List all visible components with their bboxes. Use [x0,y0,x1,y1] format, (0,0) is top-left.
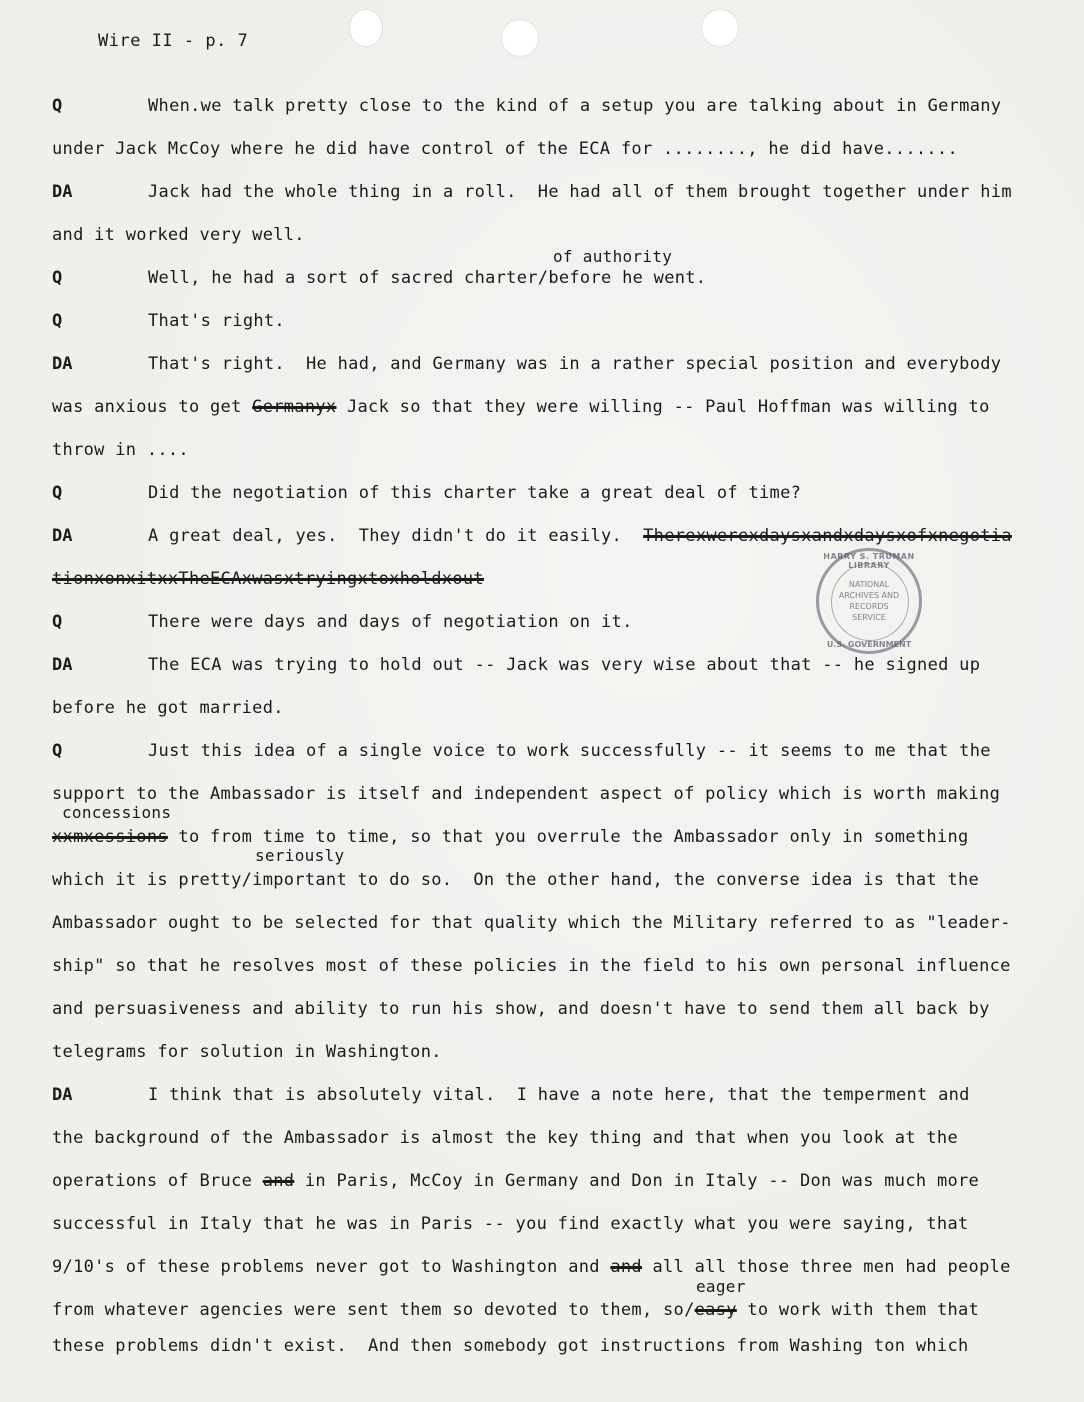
speaker-label: DA [52,182,73,202]
transcript-line [52,139,958,159]
transcript-line [148,526,1012,546]
transcript-line [148,311,285,331]
handwritten-insert: concessions [62,803,172,822]
line-text: operations of Bruce [52,1171,263,1191]
line-text: these problems didn't exist. And then somebody got instructions from Washing ton which [52,1336,969,1356]
line-text: which it is pretty/important to do so. On the other hand, the converse idea is that the [52,870,980,890]
line-text: the background of the Ambassador is almost the key thing and that when you look at the [52,1128,958,1148]
line-text: Well, he had a sort of sacred charter/before he went. [148,268,707,288]
speaker-label: Q [52,96,63,116]
transcript-line [148,96,1001,116]
transcript-line [52,397,990,417]
transcript-line [52,999,990,1019]
line-text: Did the negotiation of this charter take a great deal of time? [148,483,802,503]
transcript-line [148,483,801,503]
speaker-label: DA [52,354,73,374]
speaker-label: Q [52,311,63,331]
transcript-line [52,1257,1011,1277]
transcript-line [52,956,1011,976]
punch-hole [350,10,382,46]
speaker-label: Q [52,612,63,632]
speaker-label: Q [52,268,63,288]
speaker-label: DA [52,1085,73,1105]
transcript-line [148,1085,970,1105]
transcript-line [52,1171,979,1191]
line-text: successful in Italy that he was in Paris -- you find exactly what you were saying, that [52,1214,969,1234]
transcript-line [148,354,1001,374]
struck-text: and [262,1171,295,1191]
line-text: There were days and days of negotiation on it. [148,612,633,632]
speaker-label: Q [52,483,63,503]
stamp-center-text [819,579,919,623]
line-text: Just this idea of a single voice to work successfully -- it seems to me that the [148,741,991,761]
struck-text: Germanyx [252,397,337,417]
line-text: was anxious to get [52,397,253,417]
struck-text: Therexwerexdaysxandxdaysxofxnegotia [643,526,1012,546]
transcript-line [148,268,706,288]
struck-text: and [610,1257,642,1277]
line-text: That's right. He had, and Germany was in a rather special position and everybody [148,354,1002,374]
line-text: A great deal, yes. They didn't do it easily. [148,526,644,546]
line-text: under Jack McCoy where he did have control of the ECA for ........, he did have....... [52,139,958,159]
speaker-label: DA [52,526,73,546]
transcript-line [52,1300,979,1320]
speaker-label: DA [52,655,73,675]
line-text: throw in .... [52,440,189,460]
transcript-line [52,1042,442,1062]
transcript-line [148,612,633,632]
transcript-line [52,827,969,847]
punch-hole [702,10,738,46]
line-text: and it worked very well. [52,225,305,245]
struck-text: xxmxessions [52,827,168,847]
line-text: The ECA was trying to hold out -- Jack was very wise about that -- he signed up [148,655,981,675]
line-text: from whatever agencies were sent them so devoted to them, so/ [52,1300,695,1320]
transcript-line [52,1214,969,1234]
line-text: 9/10's of these problems never got to Washington and [52,1257,611,1277]
line-text-continued: all all those three men had people [641,1257,1011,1277]
transcript-line [52,1128,958,1148]
handwritten-insert: of authority [553,247,673,266]
stamp-line: ARCHIVES AND [838,591,900,600]
line-text: and persuasiveness and ability to run his show, and doesn't have to send them all back by [52,999,990,1019]
line-text: That's right. [148,311,285,331]
line-text: before he got married. [52,698,284,718]
line-text-continued: to work with them that [736,1300,980,1320]
stamp-bottom-text: U.S. GOVERNMENT [826,640,912,649]
handwritten-insert: eager [696,1277,746,1296]
transcript-line [52,440,189,460]
line-text: Jack had the whole thing in a roll. He had all of them brought together under him [148,182,1012,202]
stamp-line: NATIONAL [848,580,890,589]
line-text-continued: to from time to time, so that you overrule the Ambassador only in something [167,827,969,847]
handwritten-insert: seriously [255,846,345,865]
transcript-line [52,1336,969,1356]
line-text: Ambassador ought to be selected for that quality which the Military referred to as "leader- [52,913,1011,933]
line-text: support to the Ambassador is itself and independent aspect of policy which is worth making [52,784,1001,804]
transcript-line [52,870,979,890]
transcript-line [52,913,1011,933]
speaker-label: Q [52,741,63,761]
line-text-continued: Jack so that they were willing -- Paul Hoffman was willing to [336,397,990,417]
transcript-line [52,784,1000,804]
line-text: ship" so that he resolves most of these policies in the field to his own personal influence [52,956,1011,976]
transcript-line [52,225,305,245]
line-text: telegrams for solution in Washington. [52,1042,442,1062]
stamp-line: SERVICE [852,613,886,622]
punch-hole [502,20,538,56]
transcript-line [52,569,484,589]
line-text: When.we talk pretty close to the kind of a setup you are talking about in Germany [148,96,1002,116]
struck-text: tionxonxitxxTheECAxwasxtryingxtoxholdxout [52,569,484,589]
transcript-line [148,182,1012,202]
transcript-line [52,698,284,718]
transcript-line [148,741,991,761]
transcript-line [148,655,980,675]
struck-text: easy [694,1300,737,1320]
line-text-continued: in Paris, McCoy in Germany and Don in Italy -- Don was much more [294,1171,980,1191]
page-header: Wire II - p. 7 [98,31,249,51]
archive-stamp [816,548,922,654]
stamp-top-text: HARRY S. TRUMAN LIBRARY [823,552,915,570]
line-text: I think that is absolutely vital. I have a note here, that the temperment and [148,1085,970,1105]
stamp-line: RECORDS [849,602,889,611]
